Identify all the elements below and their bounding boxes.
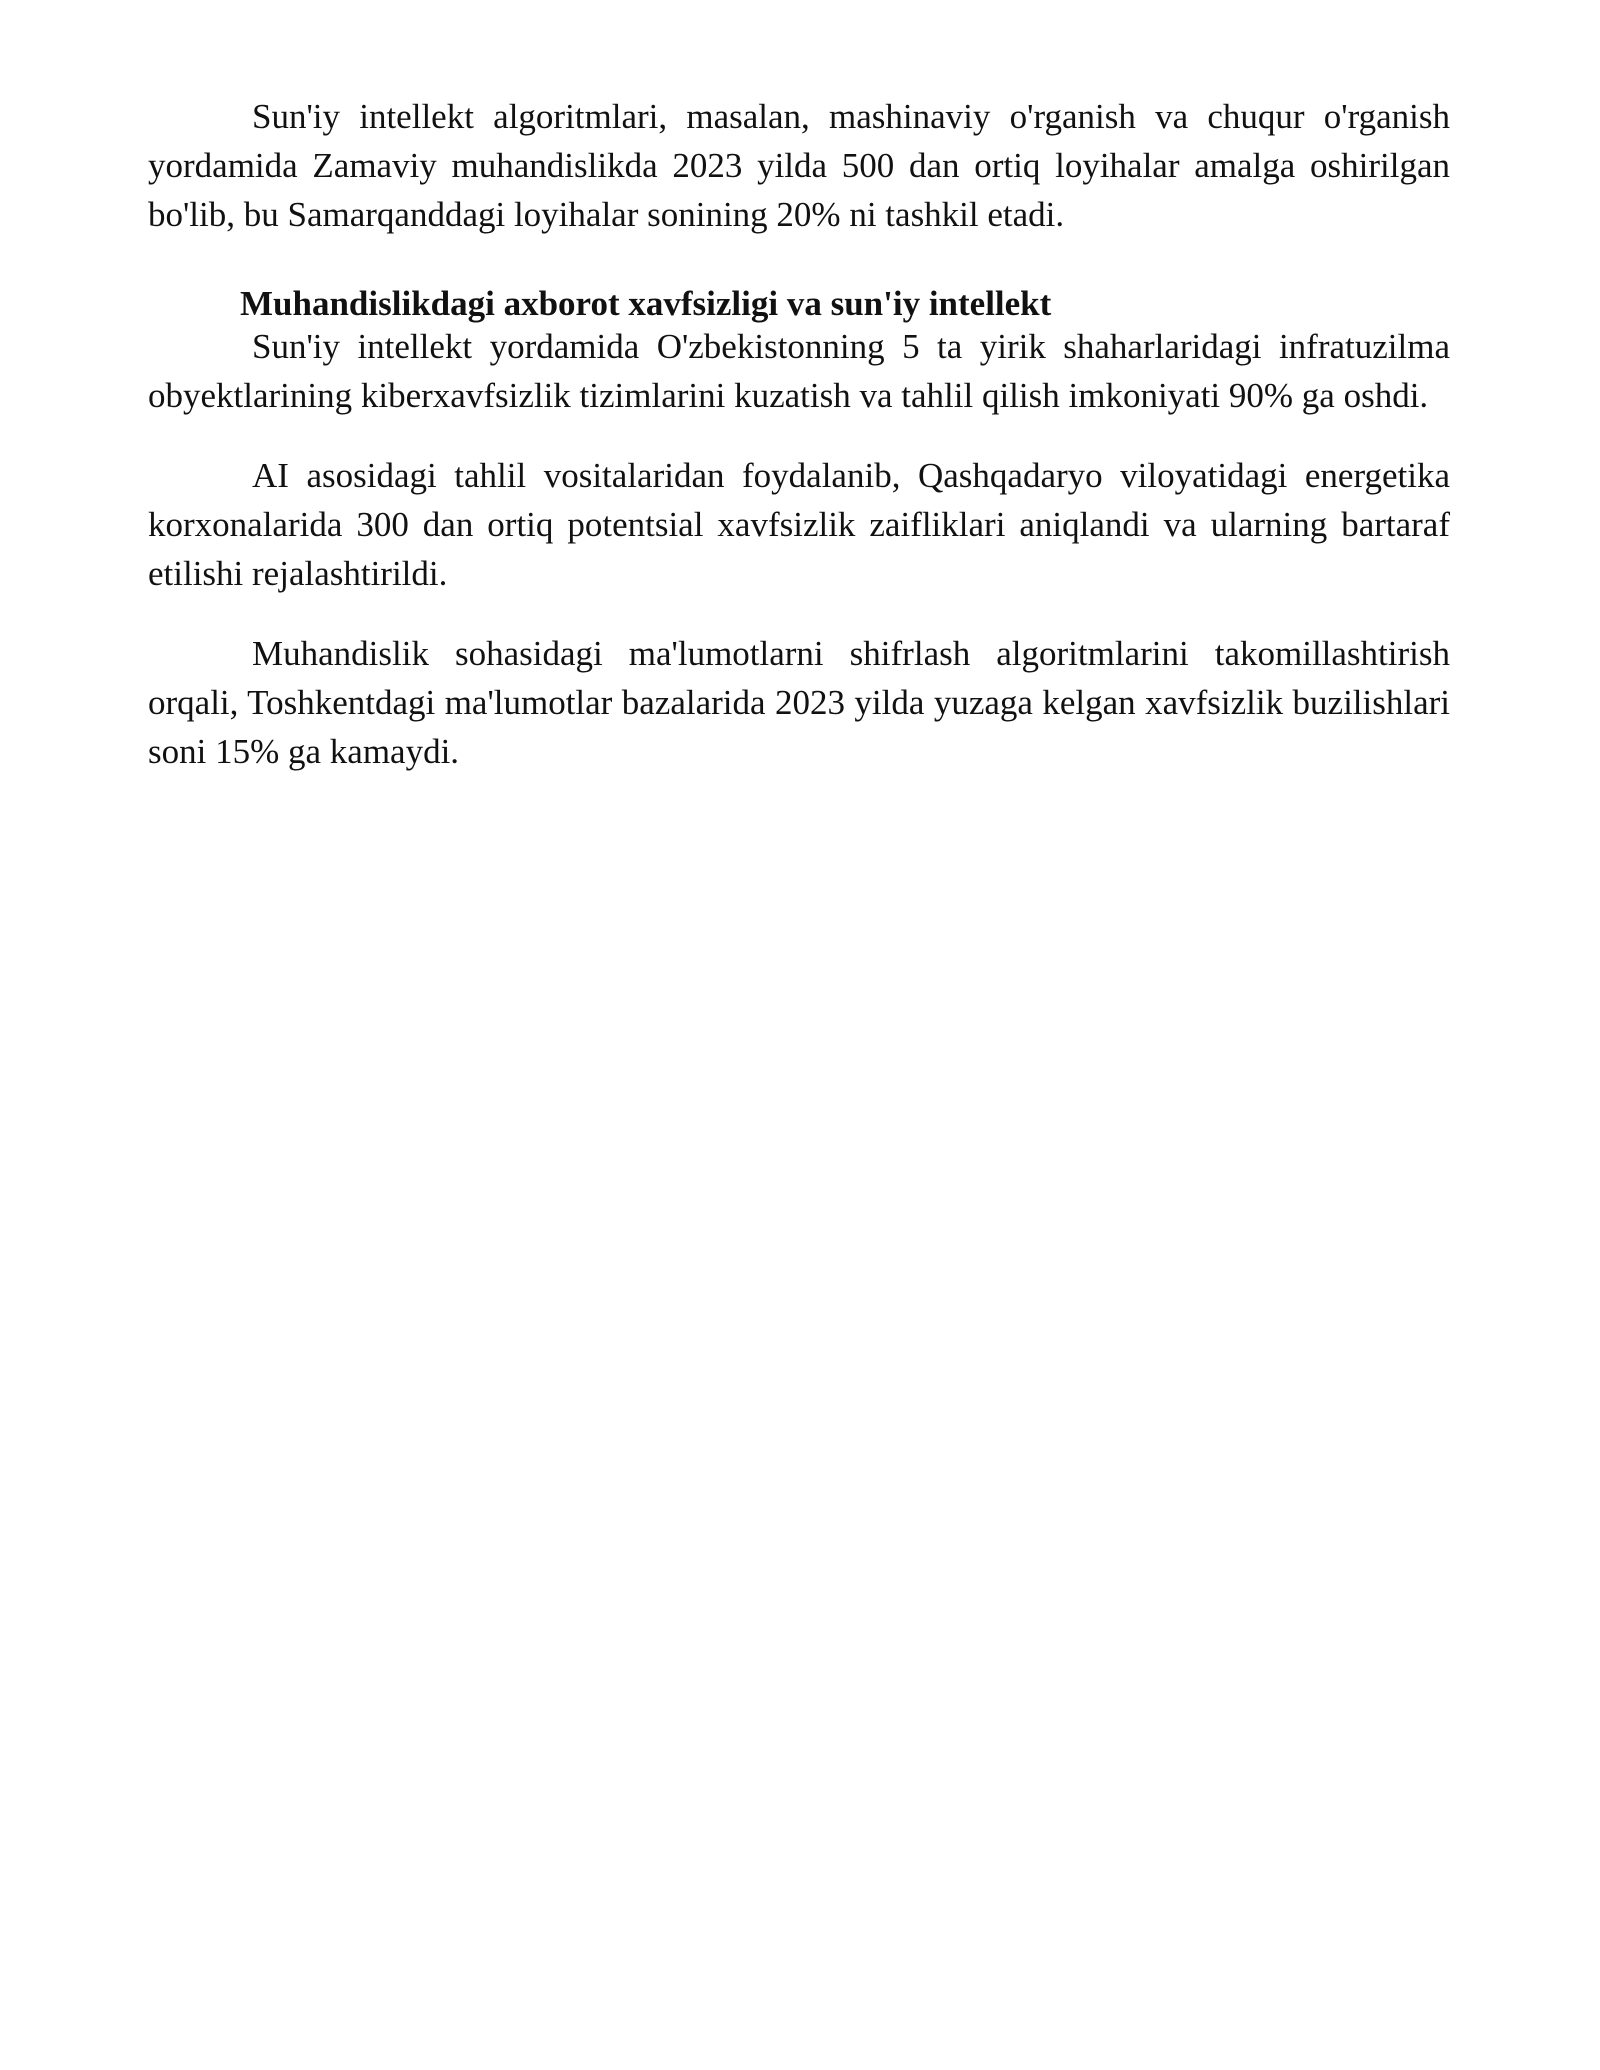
document-body [148, 92, 1450, 776]
paragraph-encryption: Muhandislik sohasidagi ma'lumotlarni shifrlash algoritmlarini takomillashtirish orqali, Toshkentdagi ma'lumotlar bazalarida 2023 yilda yuzaga kelgan xavfsizlik buzilishlari soni 15% ga kamaydi. [148, 634, 1450, 771]
paragraph-intro: Sun'iy intellekt algoritmlari, masalan, mashinaviy o'rganish va chuqur o'rganish yordamida Zamaviy muhandislikda 2023 yilda 500 dan ortiq loyihalar amalga oshirilgan bo'lib, bu Samarqanddagi loyihalar sonining 20% ni tashkil etadi. [148, 97, 1450, 234]
paragraph-cybersecurity: Sun'iy intellekt yordamida O'zbekistonning 5 ta yirik shaharlaridagi infratuzilma obyektlarining kiberxavfsizlik tizimlarini kuzatish va tahlil qilish imkoniyati 90% ga oshdi. [148, 327, 1450, 415]
section-heading: Muhandislikdagi axborot xavfsizligi va sun'iy intellekt [240, 284, 1052, 323]
paragraph-energy-vulnerabilities: AI asosidagi tahlil vositalaridan foydalanib, Qashqadaryo viloyatidagi energetika korxonalarida 300 dan ortiq potentsial xavfsizlik zaifliklari aniqlandi va ularning bartaraf etilishi rejalashtirildi. [148, 456, 1450, 593]
